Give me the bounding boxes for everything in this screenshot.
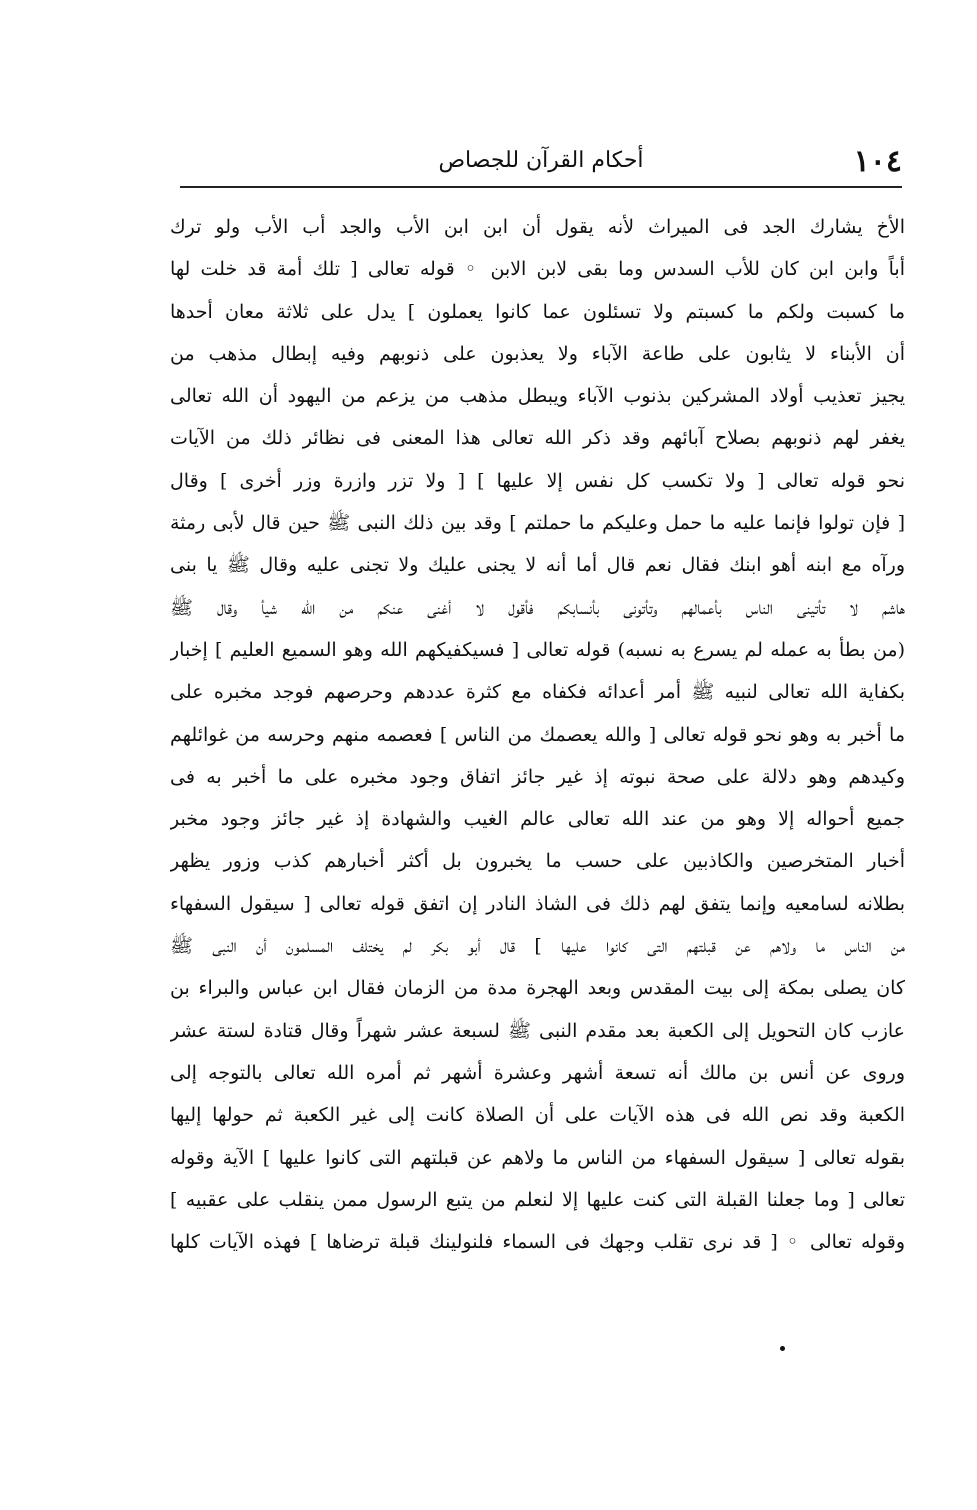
header-rule xyxy=(180,186,902,188)
text-line: تعالى [ وما جعلنا القبلة التى كنت عليها إلا لنعلم من يتبع الرسول ممن ينقلب على عقبيه ] xyxy=(170,1188,905,1211)
text-line: الكعبة وقد نص الله فى هذه الآيات على أن الصلاة كانت إلى غير الكعبة ثم حولها إليها xyxy=(170,1104,905,1127)
ink-dot xyxy=(780,1346,785,1351)
text-line: هاشم لا تأتينى الناس بأعمالهم وتأتونى بأنسابكم فأقول لا أغنى عنكم من الله شيأ وقال ﷺ xyxy=(170,596,905,619)
text-line: نحو قوله تعالى [ ولا تكسب كل نفس إلا عليها ] [ ولا تزر وازرة وزر أخرى ] وقال xyxy=(170,469,905,492)
text-line: أخبار المتخرصين والكاذبين على حسب ما يخبرون بل أكثر أخبارهم كذب وزور يظهر xyxy=(170,850,905,873)
text-line: ما أخبر به وهو نحو قوله تعالى [ والله يعصمك من الناس ] فعصمه منهم وحرسه من غوائلهم xyxy=(170,723,905,746)
text-line: يغفر لهم ذنوبهم بصلاح آبائهم وقد ذكر الله تعالى هذا المعنى فى نظائر ذلك من الآيات xyxy=(170,427,905,450)
text-line: جميع أحواله إلا وهو من عند الله تعالى عالم الغيب والشهادة إذ غير جائز وجود مخبر xyxy=(170,808,905,831)
text-line: أن الأبناء لا يثابون على طاعة الآباء ولا يعذبون على ذنوبهم وفيه إبطال مذهب من xyxy=(170,342,905,365)
text-line: الأخ يشارك الجد فى الميراث لأنه يقول أن ابن ابن الأب والجد أب الأب ولو ترك xyxy=(170,216,905,238)
text-line: عازب كان التحويل إلى الكعبة بعد مقدم النبى ﷺ لسبعة عشر شهراً وقال قتادة لستة عشر xyxy=(170,1019,905,1042)
text-line: ما كسبت ولكم ما كسبتم ولا تسئلون عما كانوا يعملون ] يدل على ثلاثة معان أحدها xyxy=(170,300,905,323)
text-line: بطلانه لسامعيه وإنما يتفق لهم ذلك فى الشاذ النادر إن اتفق قوله تعالى [ سيقول السفهاء xyxy=(170,892,905,915)
text-line: وكيدهم وهو دلالة على صحة نبوته إذ غير جائز اتفاق وجود مخبره على ما أخبر به فى xyxy=(170,765,905,788)
text-line: كان يصلى بمكة إلى بيت المقدس وبعد الهجرة مدة من الزمان فقال ابن عباس والبراء بن xyxy=(170,977,905,1000)
text-line: يجيز تعذيب أولاد المشركين بذنوب الآباء ويبطل مذهب من يزعم من اليهود أن الله تعالى xyxy=(170,385,905,408)
text-line: (من بطأ به عمله لم يسرع به نسبه) قوله تعالى [ فسيكفيكهم الله وهو السميع العليم ] إخبار xyxy=(170,638,905,661)
page-number: ١٠٤ xyxy=(853,144,902,179)
text-line: [ فإن تولوا فإنما عليه ما حمل وعليكم ما حملتم ] وقد بين ذلك النبى ﷺ حين قال لأبى رمثة xyxy=(170,512,905,535)
text-line: بقوله تعالى [ سيقول السفهاء من الناس ما ولاهم عن قبلتهم التى كانوا عليها ] الآية وقوله xyxy=(170,1146,905,1169)
text-line: بكفاية الله تعالى لنبيه ﷺ أمر أعدائه فكفاه مع كثرة عددهم وحرصهم فوجد مخبره على xyxy=(170,681,905,704)
text-line: وقوله تعالى ◦ [ قد نرى تقلب وجهك فى السماء فلنولينك قبلة ترضاها ] فهذه الآيات كلها xyxy=(170,1231,905,1254)
body-text xyxy=(170,206,905,1263)
text-line: وروى عن أنس بن مالك أنه تسعة أشهر وعشرة أشهر ثم أمره الله تعالى بالتوجه إلى xyxy=(170,1061,905,1084)
page-header xyxy=(180,138,902,184)
text-line: أباً وابن ابن كان للأب السدس وما بقى لابن الابن ◦ قوله تعالى [ تلك أمة قد خلت لها xyxy=(170,258,905,281)
text-line: ورآه مع ابنه أهو ابنك فقال نعم قال أما أنه لا يجنى عليك ولا تجنى عليه وقال ﷺ يا بنى xyxy=(170,554,905,577)
running-title: أحكام القرآن للجصاص xyxy=(438,148,644,173)
text-line: من الناس ما ولاهم عن قبلتهم التى كانوا عليها ] قال أبو بكر لم يختلف المسلمون أن النبى ﷺ xyxy=(170,935,905,958)
